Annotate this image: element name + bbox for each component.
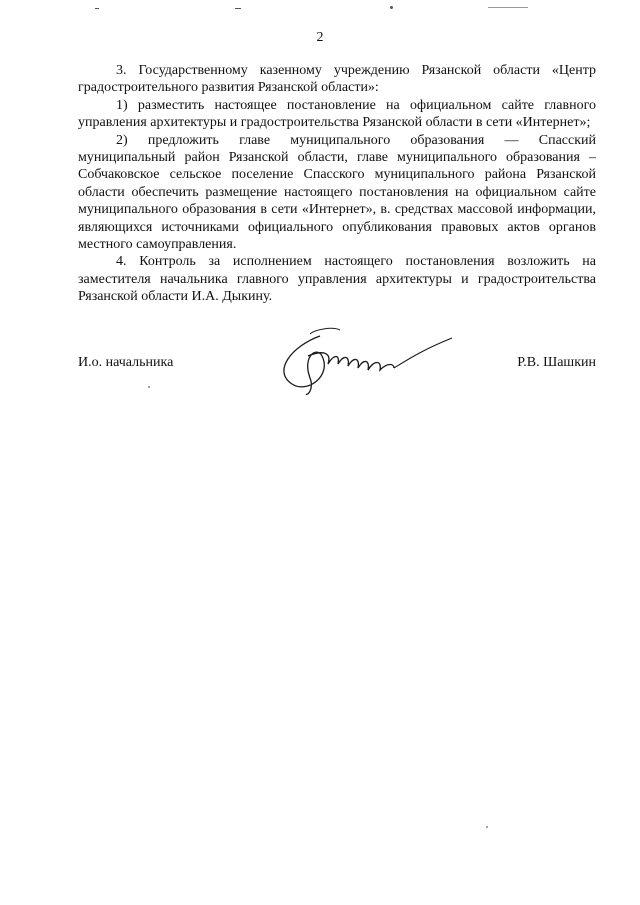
paragraph-3-1: 1) разместить настоящее постановление на официальном сайте главного управления архитектуры и градостроительства Рязанской области в сети «Интернет»; bbox=[78, 97, 596, 131]
scan-artifact bbox=[390, 6, 393, 9]
signatory-name: Р.В. Шашкин bbox=[517, 355, 596, 370]
scan-artifact bbox=[148, 386, 150, 388]
paragraph-4: 4. Контроль за исполнением настоящего постановления возложить на заместителя начальника главного управления архитектуры и градостроительства Рязанской области И.А. Дыкину. bbox=[78, 254, 596, 305]
page-number: 2 bbox=[316, 30, 324, 45]
paragraph-3: 3. Государственному казенному учреждению Рязанской области «Центр градостроительного развития Рязанской области»: bbox=[78, 63, 596, 96]
handwritten-signature bbox=[262, 316, 462, 406]
scan-artifact bbox=[486, 826, 488, 828]
scan-artifact bbox=[95, 8, 99, 9]
paragraph-3-2: 2) предложить главе муниципального образования — Спасский муниципальный район Рязанской области, главе муниципального образования – Собчаковское сельское поселение Спасского муниципального района Рязанской области обеспечить размещение настоящего постановления на официальном сайте муниципального образования в сети «Интернет», в. средствах массовой информации, являющихся источниками официального опубликования правовых актов органов местного самоуправления. bbox=[78, 132, 596, 253]
signatory-position: И.о. начальника bbox=[78, 355, 174, 370]
scan-artifact bbox=[488, 7, 528, 8]
scan-artifact bbox=[235, 8, 241, 9]
document-body bbox=[78, 62, 596, 306]
